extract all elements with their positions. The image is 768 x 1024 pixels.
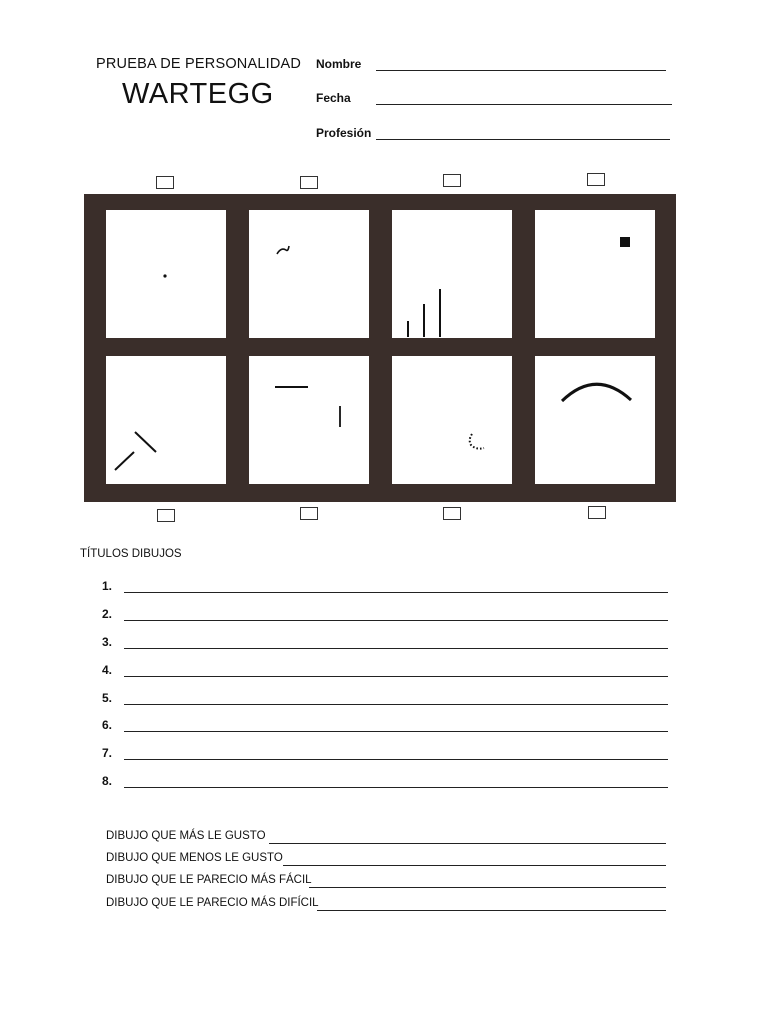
checkbox-top-3[interactable]: [443, 174, 461, 187]
title-number-1: 1.: [102, 579, 113, 593]
title-line-3[interactable]: [124, 648, 668, 649]
dot-stimulus: [106, 210, 226, 338]
wave-stimulus: [249, 210, 369, 338]
drawing-field-7[interactable]: [392, 356, 512, 484]
drawing-field-4[interactable]: [535, 210, 655, 338]
checkbox-bottom-6[interactable]: [300, 507, 318, 520]
checkbox-bottom-5[interactable]: [157, 509, 175, 522]
nombre-label: Nombre: [316, 57, 362, 71]
title-number-6: 6.: [102, 718, 113, 732]
titles-heading: TÍTULOS DIBUJOS: [80, 548, 182, 560]
fecha-label: Fecha: [316, 91, 351, 105]
large-arc-stimulus: [535, 356, 655, 484]
answer-line-hardest[interactable]: [317, 910, 666, 911]
answer-line-easiest[interactable]: [309, 887, 666, 888]
question-easiest: DIBUJO QUE LE PARECIO MÁS FÁCIL: [106, 874, 312, 886]
drawing-field-8[interactable]: [535, 356, 655, 484]
title-line-6[interactable]: [124, 731, 668, 732]
profesion-label: Profesión: [316, 126, 372, 140]
checkbox-bottom-8[interactable]: [588, 506, 606, 519]
ascending-lines-stimulus: [392, 210, 512, 338]
question-least-liked: DIBUJO QUE MENOS LE GUSTO: [106, 852, 283, 864]
drawing-field-3[interactable]: [392, 210, 512, 338]
drawing-field-5[interactable]: [106, 356, 226, 484]
checkbox-top-4[interactable]: [587, 173, 605, 186]
title-number-7: 7.: [102, 746, 113, 760]
answer-line-most-liked[interactable]: [269, 843, 666, 844]
checkbox-top-1[interactable]: [156, 176, 174, 189]
title-line-8[interactable]: [124, 787, 668, 788]
title-number-3: 3.: [102, 635, 113, 649]
drawing-field-6[interactable]: [249, 356, 369, 484]
checkbox-top-2[interactable]: [300, 176, 318, 189]
nombre-line[interactable]: [376, 70, 666, 71]
title-number-4: 4.: [102, 663, 113, 677]
question-hardest: DIBUJO QUE LE PARECIO MÁS DIFÍCIL: [106, 897, 319, 909]
dotted-arc-stimulus: [392, 356, 512, 484]
title-line-2[interactable]: [124, 620, 668, 621]
answer-line-least-liked[interactable]: [283, 865, 666, 866]
title-number-2: 2.: [102, 607, 113, 621]
checkbox-bottom-7[interactable]: [443, 507, 461, 520]
title-line-5[interactable]: [124, 704, 668, 705]
wartegg-board: [84, 194, 676, 502]
drawing-field-2[interactable]: [249, 210, 369, 338]
diagonal-lines-stimulus: [106, 356, 226, 484]
profesion-line[interactable]: [376, 139, 670, 140]
horizontal-vertical-stimulus: [249, 356, 369, 484]
test-title: WARTEGG: [122, 78, 274, 110]
title-number-8: 8.: [102, 774, 113, 788]
question-most-liked: DIBUJO QUE MÁS LE GUSTO: [106, 830, 266, 842]
square-stimulus: [535, 210, 655, 338]
title-number-5: 5.: [102, 691, 113, 705]
drawing-field-1[interactable]: [106, 210, 226, 338]
test-subtitle: PRUEBA DE PERSONALIDAD: [96, 56, 302, 72]
title-line-7[interactable]: [124, 759, 668, 760]
title-line-4[interactable]: [124, 676, 668, 677]
title-line-1[interactable]: [124, 592, 668, 593]
fecha-line[interactable]: [376, 104, 672, 105]
